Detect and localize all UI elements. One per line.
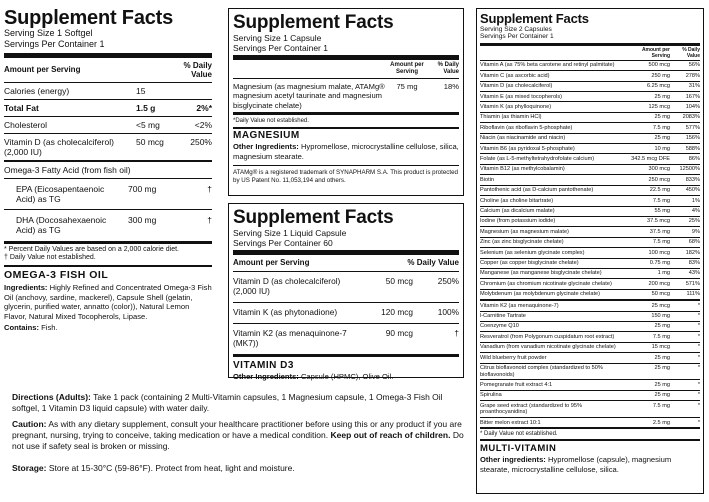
vitd3-nutrient-row [233, 323, 459, 354]
multi-nutrient-row-amount: 25 mcg [651, 302, 670, 309]
multi-nutrient-row-dv: 156% [685, 135, 700, 142]
multi-nutrient-row-dv: 43% [688, 270, 700, 277]
omega3-nutrient-row [4, 116, 212, 133]
omega3-fatty-acid-row-amount: 300 mg [128, 215, 157, 225]
multi-nutrient-row [480, 247, 700, 257]
omega3-serving-size: Serving Size 1 Softgel [4, 28, 93, 38]
multi-nutrient-row-amount: 500 mcg [648, 62, 670, 69]
vitd3-other-label: Other Ingredients: [233, 372, 299, 381]
multi-nutrient-row-dv: 56% [688, 62, 700, 69]
multi-col-dv: % Daily Value [682, 46, 700, 59]
caution-text-2: Do not use if safety seal is broken or missing. [12, 430, 464, 451]
vitd3-col-dv: % Daily Value [407, 258, 459, 267]
multi-nutrient-row-dv: * [697, 354, 700, 361]
omega3-nutrient-list [4, 82, 212, 160]
multi-nutrient-row [480, 417, 700, 427]
multi-nutrient-row-name: Resveratrol (from Polygonum cuspidatum root extract) [480, 333, 615, 340]
multi-nutrient-row-dv: 588% [685, 145, 700, 152]
multi-nutrient-row-name: Manganese (as manganese bisglycinate chelate) [480, 270, 602, 277]
multi-serving-size: Serving Size 2 Capsules [480, 26, 552, 33]
multi-nutrient-row [480, 153, 700, 163]
multi-nutrient-row [480, 216, 700, 226]
omega3-fatty-acid-row-dv: † [207, 184, 212, 194]
multi-nutrient-row [480, 91, 700, 101]
vitd3-nutrient-amount: 50 mcg [385, 276, 413, 286]
vitd3-facts-panel [228, 203, 464, 381]
omega3-nutrient-row-amount: 15 [136, 86, 146, 96]
vitd3-nutrient-dv: 100% [437, 307, 459, 317]
multi-nutrient-row-dv: * [697, 392, 700, 399]
omega3-sub-list [4, 178, 212, 240]
multi-nutrient-row-name: Biotin [480, 176, 494, 183]
multi-nutrient-row-name: Thiamin (as thiamin HCl) [480, 114, 542, 121]
multi-nutrient-row-name: Niacin (as niacinamide and niacin) [480, 135, 566, 142]
multi-nutrient-row [480, 331, 700, 341]
multi-nutrient-row-amount: 25 mg [654, 354, 670, 361]
multi-nutrient-row-name: Molybdenum (as molybdenum glycinate chelate) [480, 291, 601, 298]
multi-nutrient-row-dv: * [697, 381, 700, 388]
omega3-title: Supplement Facts [4, 7, 174, 29]
omega3-footnote-not-established: † Daily Value not established. [4, 254, 96, 261]
omega3-nutrient-row-dv: 250% [190, 137, 212, 147]
omega3-contains-text: Fish. [41, 323, 58, 333]
multi-nutrient-row-name: Vitamin K2 (as menaquinone-7) [480, 302, 559, 309]
omega3-nutrient-row-amount: 50 mcg [136, 137, 164, 147]
caution-paragraph [12, 419, 467, 452]
storage-label: Storage: [12, 463, 47, 473]
omega3-fatty-acid-row [4, 209, 212, 240]
multi-nutrient-row-amount: 10 mg [654, 145, 670, 152]
multi-nutrient-row-dv: 182% [685, 249, 700, 256]
multi-nutrient-row-name: Spirulina [480, 392, 502, 399]
multi-nutrient-row-name: Citrus bioflavonoid complex (standardized to 50% bioflavonoids) [480, 365, 603, 378]
multi-nutrient-row-dv: 577% [685, 124, 700, 131]
multi-nutrient-row [480, 237, 700, 247]
multi-nutrient-row [480, 289, 700, 299]
multi-nutrient-row-dv: * [697, 302, 700, 309]
multi-nutrient-row [480, 311, 700, 321]
multi-nutrient-row-amount: 15 mcg [651, 344, 670, 351]
omega3-nutrient-row-name: Cholesterol [4, 120, 47, 130]
omega3-fatty-acid-row-name: DHA (Docosahexaenoic Acid) as TG [16, 215, 107, 235]
vitd3-other-text: Capsule (HPMC), Olive Oil. [300, 372, 394, 381]
multi-nutrient-row-dv: 278% [685, 72, 700, 79]
magnesium-nutrient-name: Magnesium (as magnesium malate, ATAMg® magnesium acetyl taurinate and magnesium bisglycinate chelate) [233, 82, 385, 110]
multi-nutrient-row [480, 122, 700, 132]
multi-nutrient-row-amount: 250 mcg [648, 176, 670, 183]
multi-nutrient-row [480, 185, 700, 195]
multi-nutrient-row-dv: 86% [688, 155, 700, 162]
omega3-header-row [4, 58, 212, 82]
omega3-nutrient-row [4, 82, 212, 99]
multi-nutrient-row-amount: 25 mg [654, 365, 670, 372]
omega3-nutrient-row-dv: 2%* [196, 103, 212, 113]
magnesium-header-row [233, 60, 459, 78]
multi-nutrient-row-amount: 25 mg [654, 381, 670, 388]
omega3-ingredients [4, 283, 212, 321]
multi-nutrient-row-name: Pantothenic acid (as D-calcium pantothenate) [480, 187, 594, 194]
omega3-servings-per: Servings Per Container 1 [4, 39, 105, 49]
multi-nutrient-row-amount: 300 mcg [648, 166, 670, 173]
multi-nutrient-row-amount: 25 mg [654, 392, 670, 399]
multi-nutrient-row-name: Choline (as choline bitartrate) [480, 197, 554, 204]
multi-nutrient-row-amount: 0.75 mg [649, 260, 670, 267]
multi-nutrient-row [480, 112, 700, 122]
multi-nutrient-row-amount: 37.5 mcg [646, 218, 670, 225]
multi-nutrient-row-name: Wild blueberry fruit powder [480, 354, 547, 361]
multi-nutrient-row-dv: 571% [685, 280, 700, 287]
multi-other-label: Other ingredients: [480, 455, 546, 465]
magnesium-other-ingredients [233, 142, 459, 161]
multivitamin-facts-panel [476, 8, 704, 494]
multi-nutrient-row-amount: 25 mg [654, 323, 670, 330]
omega3-fatty-acid-row-dv: † [207, 215, 212, 225]
multi-nutrient-row-dv: 31% [688, 83, 700, 90]
multi-nutrient-row-name: Magnesium (as magnesium malate) [480, 228, 569, 235]
vitd3-nutrient-name: Vitamin D (as cholecalciferol) (2,000 IU) [233, 276, 341, 296]
multi-nutrient-row-name: Iodine (from potassium iodide) [480, 218, 556, 225]
multi-nutrient-row-name: Folate (as L-5-methyltetrahydrofolate calcium) [480, 155, 595, 162]
multi-nutrient-row-name: Chromium (as chromium nicotinate glycinate chelate) [480, 280, 612, 287]
vitd3-col-amount: Amount per Serving [233, 258, 310, 267]
multi-nutrient-row-dv: 833% [685, 176, 700, 183]
magnesium-serving-size: Serving Size 1 Capsule [233, 33, 322, 43]
multi-nutrient-row-name: Grape seed extract (standardized to 95% proanthocyanidins) [480, 402, 582, 416]
omega3-fatty-acid-row-name: EPA (Eicosapentaenoic Acid) as TG [16, 184, 105, 204]
multi-nutrient-row-amount: 250 mg [651, 72, 670, 79]
multi-nutrient-row-name: Vitamin A (as 75% beta carotene and retinyl palmitate) [480, 62, 615, 69]
multi-nutrient-row-name: Coenzyme Q10 [480, 323, 519, 330]
storage-paragraph [12, 463, 467, 474]
multi-nutrient-row [480, 352, 700, 362]
multi-nutrient-row-dv: * [697, 313, 700, 320]
multi-nutrient-row-name: Zinc (as zinc bisglycinate chelate) [480, 239, 564, 246]
directions-label: Directions (Adults): [12, 392, 91, 402]
magnesium-servings-per: Servings Per Container 1 [233, 43, 328, 53]
caution-text: As with any dietary supplement, consult your healthcare practitioner before using this or any product if you are pregnant, nursing, trying to conceive, taking medication or have a medical condition. [12, 419, 462, 440]
omega3-nutrient-row-dv [184, 86, 212, 96]
omega3-nutrient-row-amount: 1.5 g [136, 103, 156, 113]
multi-nutrient-row-amount: 55 mg [654, 208, 670, 214]
omega3-col-amount: Amount per Serving [4, 65, 81, 74]
magnesium-trademark: ATAMg® is a registered trademark of SYNAPHARM S.A. This product is protected by US Patent No. 11,053,194 and others. [233, 169, 458, 185]
multi-nutrient-row-amount: 25 mg [654, 114, 670, 121]
multi-nutrient-row-amount: 7.5 mg [652, 197, 670, 204]
multi-nutrient-row-dv: 111% [686, 291, 700, 298]
multi-nutrient-row-name: Calcium (as dicalcium malate) [480, 208, 555, 214]
multi-nutrient-row-name: Vitamin E (as mixed tocopherols) [480, 93, 562, 100]
multi-nutrient-row [480, 70, 700, 80]
storage-text: Store at 15-30°C (59-86°F). Protect from heat, light and moisture. [48, 463, 295, 473]
multi-nutrient-row-amount: 25 mg [654, 93, 670, 100]
multi-header-row [480, 46, 700, 60]
multi-nutrient-row-dv: 2083% [682, 114, 700, 121]
multi-nutrient-row-name: Selenium (as selenium glycinate complex) [480, 249, 585, 256]
multi-nutrient-row [480, 258, 700, 268]
multi-nutrient-row-name: Vitamin B12 (as methylcobalamin) [480, 166, 565, 173]
vitd3-title: Supplement Facts [233, 207, 394, 228]
magnesium-nutrient-dv: 18% [443, 82, 459, 91]
magnesium-other-label: Other Ingredients: [233, 142, 299, 152]
omega3-nutrient-row-dv: <2% [194, 120, 212, 130]
magnesium-nutrient-row [233, 79, 459, 112]
vitd3-nutrient-list [233, 271, 459, 354]
multi-nutrient-row-dv: 25% [688, 218, 700, 225]
multi-nutrient-row [480, 226, 700, 236]
multi-nutrient-row-amount: 7.5 mg [652, 239, 670, 246]
vitd3-header-row [233, 255, 459, 271]
magnesium-nutrient-amount: 75 mg [396, 82, 418, 91]
vitd3-nutrient-amount: 120 mcg [381, 307, 413, 317]
multi-nutrient-row-amount: 25 mg [654, 135, 670, 142]
omega3-nutrient-row [4, 99, 212, 116]
multi-nutrient-row [480, 379, 700, 389]
omega3-contains-label: Contains: [4, 323, 40, 333]
multi-nutrient-row-dv: * [697, 344, 700, 351]
multi-other-text: Hypromellose (capsule), magnesium stearate, microcrystalline cellulose, silica. [480, 455, 672, 474]
omega3-footnote-dv: * Percent Daily Values are based on a 2,000 calorie diet. [4, 246, 179, 253]
multi-nutrient-row [480, 133, 700, 143]
multi-nutrient-row [480, 268, 700, 278]
caution-keep-out: Keep out of reach of children. [330, 430, 451, 440]
multi-nutrient-row-amount: 22.5 mg [649, 187, 670, 194]
multi-nutrient-row-dv: * [697, 333, 700, 340]
multi-footnote: * Daily Value not established. [480, 431, 558, 438]
multi-nutrient-row-name: Pomegranate fruit extract 4:1 [480, 381, 553, 388]
vitd3-nutrient-row [233, 302, 459, 323]
omega3-nutrient-row-name: Total Fat [4, 103, 39, 113]
multi-nutrient-row-dv: * [697, 365, 700, 372]
multi-nutrient-row-amount: 6.25 mcg [646, 83, 670, 90]
vitd3-nutrient-dv: † [454, 328, 459, 338]
vitd3-nutrient-amount: 90 mcg [385, 328, 413, 338]
multi-col-amount: Amount per Serving [641, 46, 670, 59]
vitd3-product-name: VITAMIN D3 [233, 360, 294, 371]
multi-nutrient-row-name: Vitamin D (as cholecalciferol) [480, 83, 553, 90]
vitd3-nutrient-dv: 250% [437, 276, 459, 286]
multi-nutrient-row [480, 299, 700, 310]
omega3-fatty-acid-row-amount: 700 mg [128, 184, 157, 194]
multi-nutrient-row-amount: 37.5 mg [649, 228, 670, 235]
multi-nutrient-row-amount: 150 mg [651, 313, 670, 320]
vitd3-servings-per: Servings Per Container 60 [233, 238, 333, 248]
vitd3-nutrient-name: Vitamin K2 (as menaquinone-7 (MK7)) [233, 328, 347, 348]
omega3-product-name: OMEGA-3 FISH OIL [4, 269, 109, 281]
magnesium-other-text: Hypromellose, microcrystalline cellulose, silica, magnesium stearate. [233, 142, 459, 161]
omega3-col-dv: % Daily Value [183, 61, 212, 79]
vitd3-nutrient-name: Vitamin K (as phytonadione) [233, 307, 338, 317]
multi-nutrient-row [480, 195, 700, 205]
multi-nutrient-row [480, 143, 700, 153]
multi-nutrient-row-amount: 125 mcg [648, 103, 670, 110]
multi-nutrient-row-name: Vanadium (from vanadium nicotinate glycinate chelate) [480, 344, 616, 351]
multi-nutrient-row-dv: 450% [685, 187, 700, 194]
multi-nutrient-row-dv: * [697, 419, 700, 426]
omega3-contains [4, 323, 212, 333]
omega3-nutrient-row-name: Calories (energy) [4, 86, 70, 96]
omega3-nutrient-row-name: Vitamin D (as cholecalciferol) (2,000 IU) [4, 137, 114, 157]
magnesium-footnote: *Daily Value not established. [233, 118, 309, 125]
multi-nutrient-row-amount: 7.5 mg [652, 402, 670, 409]
magnesium-product-name: MAGNESIUM [233, 130, 300, 142]
caution-label: Caution: [12, 419, 47, 429]
vitd3-other-ingredients [233, 372, 459, 382]
multi-title: Supplement Facts [480, 11, 589, 26]
directions-paragraph [12, 392, 467, 414]
multi-nutrient-row-dv: 104% [685, 103, 700, 110]
multi-nutrient-row [480, 400, 700, 417]
multi-nutrient-row [480, 278, 700, 288]
omega3-ingredients-label: Ingredients: [4, 283, 48, 292]
multi-nutrient-list [480, 60, 700, 428]
multi-nutrient-row-amount: 2.5 mg [652, 419, 670, 426]
multi-nutrient-row-amount: 7.5 mg [652, 333, 670, 340]
magnesium-col-dv: % Daily Value [437, 62, 459, 75]
multi-nutrient-row-amount: 1 mg [657, 270, 670, 277]
magnesium-facts-panel [228, 8, 464, 196]
multi-nutrient-row [480, 390, 700, 400]
multi-nutrient-row-name: Bitter melon extract 10:1 [480, 419, 541, 426]
multi-nutrient-row-dv: 12500% [679, 166, 700, 173]
multi-nutrient-row-amount: 100 mcg [648, 249, 670, 256]
multi-nutrient-row-amount: 342.5 mcg DFE [631, 155, 670, 162]
multi-nutrient-row-dv: 4% [691, 208, 700, 214]
multi-nutrient-row [480, 342, 700, 352]
multi-nutrient-row-name: Vitamin C (as ascorbic acid) [480, 72, 550, 79]
multi-nutrient-row [480, 101, 700, 111]
multi-nutrient-row-dv: 9% [691, 228, 700, 235]
omega3-nutrient-row [4, 133, 212, 160]
multi-nutrient-row-amount: 7.5 mg [652, 124, 670, 131]
omega3-ingredients-text: Highly Refined and Concentrated Omega-3 Fish Oil (anchovy, sardine, mackerel), Capsule Shell (gelatin, glycerin, purified water, annatto (color)), Natural Lemon Flavor, Natural Mixed Tocopherols, Lipase. [4, 283, 212, 321]
multi-nutrient-row-dv: * [697, 402, 700, 409]
multi-nutrient-row-name: Vitamin B6 (as pyridoxal 5-phosphate) [480, 145, 575, 152]
multi-product-name: MULTI-VITAMIN [480, 443, 557, 455]
multi-nutrient-row-amount: 200 mcg [648, 280, 670, 287]
multi-nutrient-row-dv: 68% [688, 239, 700, 246]
multi-nutrient-row-name: l-Carnitine Tartrate [480, 313, 526, 320]
multi-nutrient-row-dv: 1% [691, 197, 700, 204]
multi-nutrient-row [480, 81, 700, 91]
magnesium-col-amount: Amount per Serving [390, 62, 424, 75]
vitd3-serving-size: Serving Size 1 Liquid Capsule [233, 228, 347, 238]
multi-nutrient-row-name: Riboflavin (as riboflavin 5-phosphate) [480, 124, 573, 131]
vitd3-nutrient-row [233, 271, 459, 302]
multi-nutrient-row-dv: 83% [688, 260, 700, 267]
multi-nutrient-row [480, 321, 700, 331]
directions-text: Take 1 pack (containing 2 Multi-Vitamin capsules, 1 Magnesium capsule, 1 Omega-3 Fish Oil softgel, 1 Vitamin D3 liquid capsule) with water daily. [12, 392, 443, 413]
omega3-nutrient-row-amount: <5 mg [136, 120, 160, 130]
magnesium-title: Supplement Facts [233, 12, 394, 33]
multi-nutrient-row-dv: 167% [685, 93, 700, 100]
multi-servings-per: Servings Per Container 1 [480, 33, 554, 41]
multi-nutrient-row [480, 363, 700, 380]
omega3-fatty-acid-header: Omega-3 Fatty Acid (from fish oil) [4, 160, 212, 178]
multi-other-ingredients [480, 455, 700, 474]
multi-nutrient-row-amount: 50 mcg [651, 291, 670, 298]
multi-nutrient-row-dv: * [697, 323, 700, 330]
omega3-fatty-acid-row [4, 178, 212, 209]
multi-nutrient-row [480, 164, 700, 174]
multi-nutrient-row-name: Vitamin K (as phylloquinone) [480, 103, 552, 110]
multi-nutrient-row [480, 174, 700, 184]
multi-nutrient-row [480, 206, 700, 216]
omega3-facts-panel [4, 8, 212, 488]
multi-nutrient-row [480, 60, 700, 70]
multi-nutrient-row-name: Copper (as copper bisglycinate chelate) [480, 260, 579, 267]
